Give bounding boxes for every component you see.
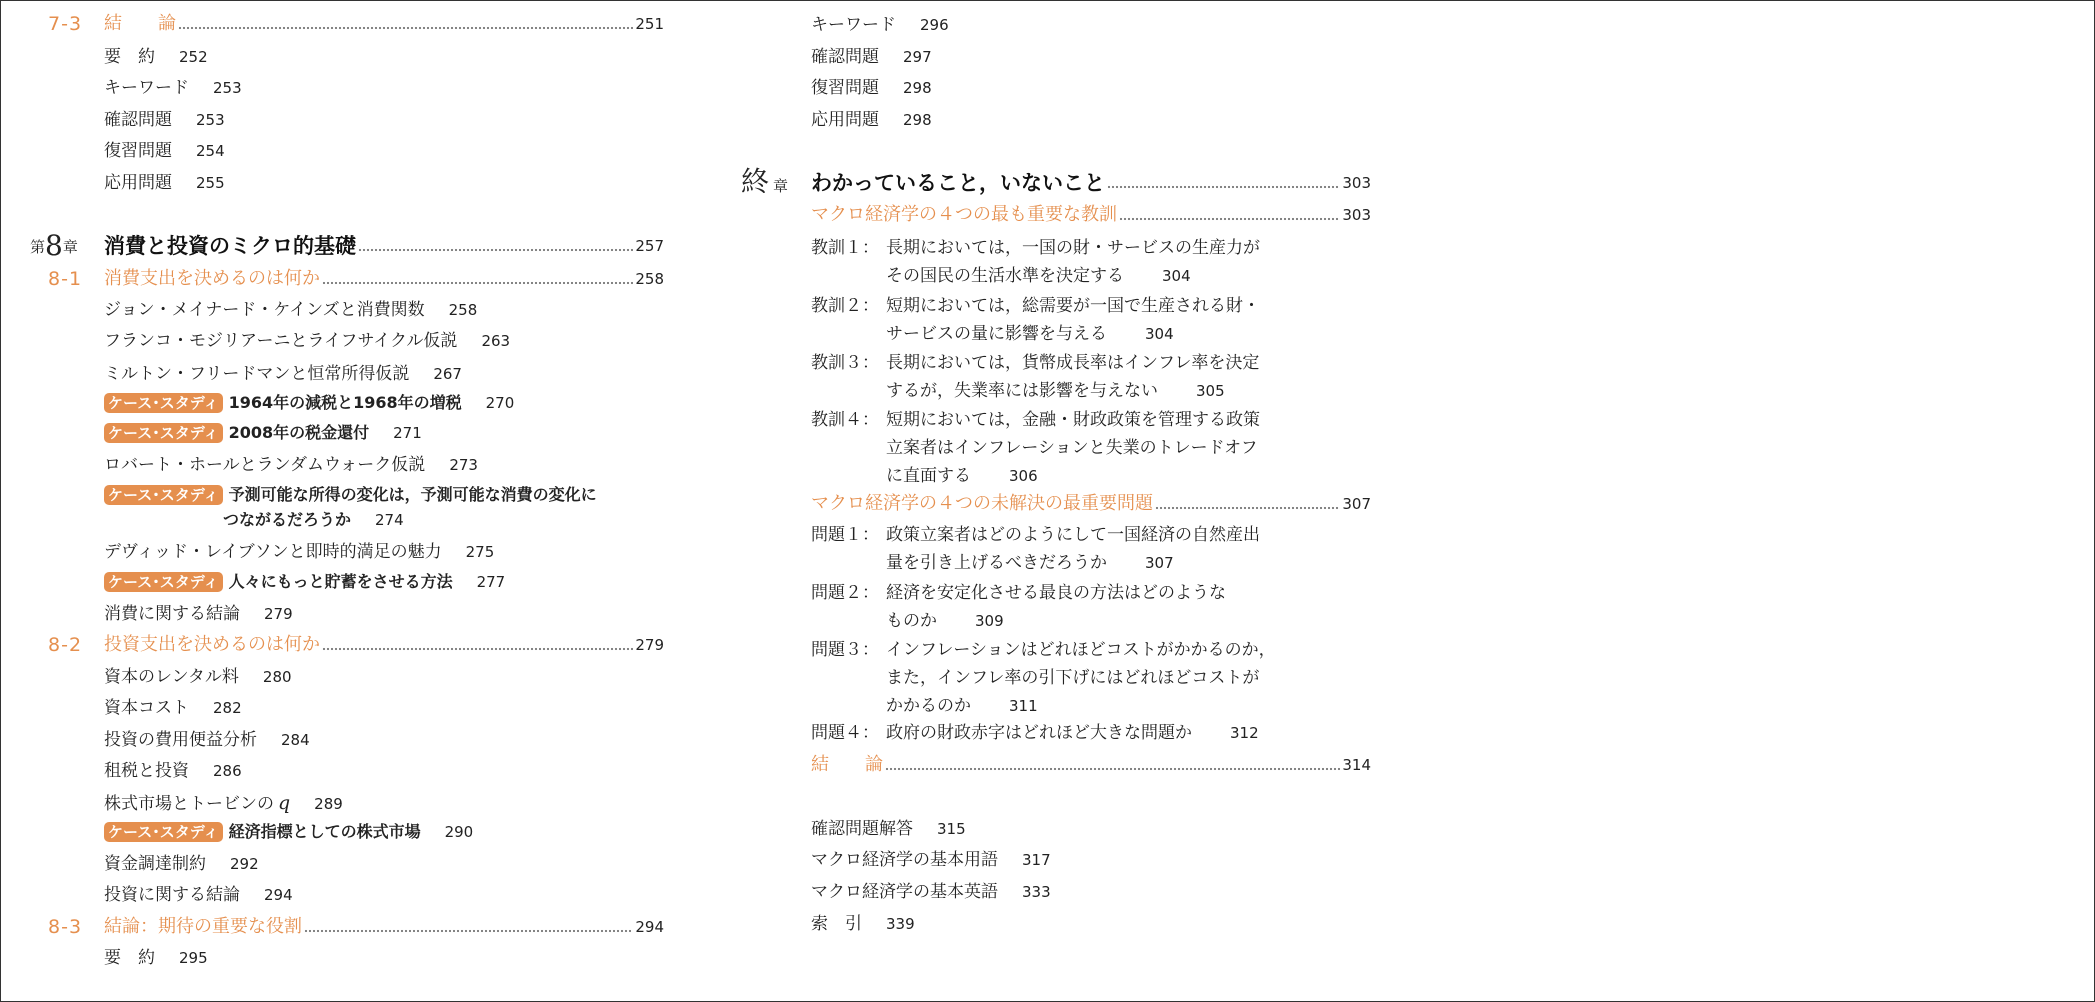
problem-label: 問題４：: [811, 723, 879, 743]
toc-entry[interactable]: キーワード 296: [811, 15, 949, 35]
section-8-1-heading[interactable]: [104, 267, 664, 291]
section-7-3-heading[interactable]: [104, 12, 664, 36]
leader-dots: [178, 12, 633, 36]
lesson-text[interactable]: 短期においては，総需要が一国で生産される財・ サービスの量に影響を与える 304: [886, 296, 1260, 344]
toc-entry[interactable]: 資本のレンタル料 280: [104, 667, 292, 687]
lesson-label: 教訓１：: [811, 238, 879, 258]
toc-entry[interactable]: ロバート・ホールとランダムウォーク仮説 273: [104, 455, 478, 475]
lesson-label: 教訓２：: [811, 296, 879, 316]
case-study-badge: ケース･スタディ: [104, 423, 223, 443]
case-study-entry[interactable]: ケース･スタディ 予測可能な所得の変化は，予測可能な消費の変化に: [104, 483, 597, 507]
toc-entry[interactable]: ミルトン・フリードマンと恒常所得仮説 267: [104, 364, 462, 384]
section-number-8-3: 8-3: [48, 916, 83, 938]
toc-entry[interactable]: マクロ経済学の基本用語 317: [811, 850, 1051, 870]
toc-entry[interactable]: 応用問題 298: [811, 110, 932, 130]
lesson-label: 教訓３：: [811, 353, 879, 373]
lesson-label: 教訓４：: [811, 410, 879, 430]
case-study-badge: ケース･スタディ: [104, 572, 223, 592]
section-number-8-2: 8-2: [48, 634, 83, 656]
toc-entry[interactable]: 確認問題 297: [811, 47, 932, 67]
toc-entry[interactable]: 資金調達制約 292: [104, 854, 259, 874]
section-title: 投資支出を決めるのは何か: [104, 634, 320, 655]
problem-text[interactable]: インフレーションはどれほどコストがかかるのか， また，インフレ率の引下げにはどれほどコストが かかるのか 311: [886, 640, 1276, 716]
problem-label: 問題３：: [811, 640, 879, 660]
case-study-badge: ケース･スタディ: [104, 485, 223, 505]
lesson-text[interactable]: 短期においては，金融・財政政策を管理する政策 立案者はインフレーションと失業のトレードオフ に直面する 306: [886, 410, 1260, 486]
problem-text[interactable]: 経済を安定化させる最良の方法はどのような ものか 309: [886, 583, 1226, 631]
leader-dots: [1107, 171, 1340, 195]
leader-dots: [1119, 203, 1340, 227]
problems-heading[interactable]: [811, 492, 1371, 516]
leader-dots: [358, 234, 633, 258]
case-study-entry[interactable]: ケース･スタディ 1964年の減税と1968年の増税 270: [104, 391, 514, 415]
toc-entry[interactable]: 株式市場とトービンの q 289: [104, 792, 343, 814]
toc-entry[interactable]: 確認問題解答 315: [811, 819, 966, 839]
lesson-text[interactable]: 長期においては，一国の財・サービスの生産力が その国民の生活水準を決定する 304: [886, 238, 1260, 286]
section-number-8-1: 8-1: [48, 268, 83, 290]
toc-entry[interactable]: 復習問題 298: [811, 78, 932, 98]
section-title: 消費支出を決めるのは何か: [104, 268, 320, 289]
conclusion-heading[interactable]: [811, 753, 1371, 777]
case-study-entry-continued[interactable]: つながるだろうか 274: [223, 510, 404, 529]
section-title: 結 論: [104, 13, 176, 34]
toc-entry[interactable]: 要 約 295: [104, 948, 208, 968]
toc-entry[interactable]: デヴィッド・レイブソンと即時的満足の魅力 275: [104, 542, 495, 562]
toc-entry[interactable]: 確認問題 253: [104, 110, 225, 130]
page-number: 251: [635, 15, 664, 33]
leader-dots: [1155, 492, 1340, 516]
problem-text[interactable]: 政策立案者はどのようにして一国経済の自然産出 量を引き上げるべきだろうか 307: [886, 525, 1260, 573]
case-study-entry[interactable]: ケース･スタディ 人々にもっと貯蓄をさせる方法 277: [104, 570, 505, 594]
page-number: 294: [635, 918, 664, 936]
leader-dots: [304, 915, 633, 939]
page-number: 279: [635, 636, 664, 654]
page-number: 303: [1342, 174, 1371, 192]
final-chapter-heading[interactable]: [811, 171, 1371, 195]
toc-entry[interactable]: フランコ・モジリアーニとライフサイクル仮説 263: [104, 331, 511, 351]
problem-label: 問題２：: [811, 583, 879, 603]
page-number: 307: [1342, 495, 1371, 513]
page-number: 258: [635, 270, 664, 288]
toc-entry[interactable]: キーワード 253: [104, 78, 242, 98]
chapter-title: 消費と投資のミクロ的基礎: [104, 234, 356, 258]
chapter-8-heading[interactable]: [104, 234, 664, 258]
toc-entry[interactable]: ジョン・メイナード・ケインズと消費関数 258: [104, 300, 478, 320]
toc-entry[interactable]: 要 約 252: [104, 47, 208, 67]
section-title: マクロ経済学の４つの最も重要な教訓: [811, 204, 1117, 225]
case-study-badge: ケース･スタディ: [104, 822, 223, 842]
problem-text[interactable]: 政府の財政赤字はどれほど大きな問題か 312: [886, 723, 1259, 743]
section-title: マクロ経済学の４つの未解決の最重要問題: [811, 493, 1153, 514]
problem-label: 問題１：: [811, 525, 879, 545]
section-title: 結 論: [811, 754, 883, 775]
page-number: 303: [1342, 206, 1371, 224]
case-study-entry[interactable]: ケース･スタディ 2008年の税金還付 271: [104, 421, 422, 445]
toc-entry[interactable]: 租税と投資 286: [104, 761, 242, 781]
lesson-text[interactable]: 長期においては，貨幣成長率はインフレ率を決定 するが，失業率には影響を与えない 305: [886, 353, 1260, 401]
toc-entry[interactable]: 投資に関する結論 294: [104, 885, 293, 905]
page-number: 257: [635, 237, 664, 255]
section-8-2-heading[interactable]: [104, 633, 664, 657]
toc-entry[interactable]: 応用問題 255: [104, 173, 225, 193]
toc-entry[interactable]: 投資の費用便益分析 284: [104, 730, 310, 750]
page-number: 314: [1342, 756, 1371, 774]
section-number-7-3: 7-3: [48, 13, 83, 35]
section-title: 結論：期待の重要な役割: [104, 916, 302, 937]
toc-entry[interactable]: 資本コスト 282: [104, 698, 242, 718]
leader-dots: [885, 753, 1340, 777]
toc-entry[interactable]: 索 引 339: [811, 914, 915, 934]
toc-entry[interactable]: 復習問題 254: [104, 141, 225, 161]
case-study-badge: ケース･スタディ: [104, 393, 223, 413]
leader-dots: [322, 267, 633, 291]
lessons-heading[interactable]: [811, 203, 1371, 227]
section-8-3-heading[interactable]: [104, 915, 664, 939]
case-study-entry[interactable]: ケース･スタディ 経済指標としての株式市場 290: [104, 820, 473, 844]
leader-dots: [322, 633, 633, 657]
toc-entry[interactable]: 消費に関する結論 279: [104, 604, 293, 624]
chapter-8-label: 第8章: [30, 229, 78, 262]
chapter-title: わかっていること，いないこと: [811, 171, 1105, 195]
final-chapter-label: 終章: [741, 165, 789, 198]
toc-entry[interactable]: マクロ経済学の基本英語 333: [811, 882, 1051, 902]
